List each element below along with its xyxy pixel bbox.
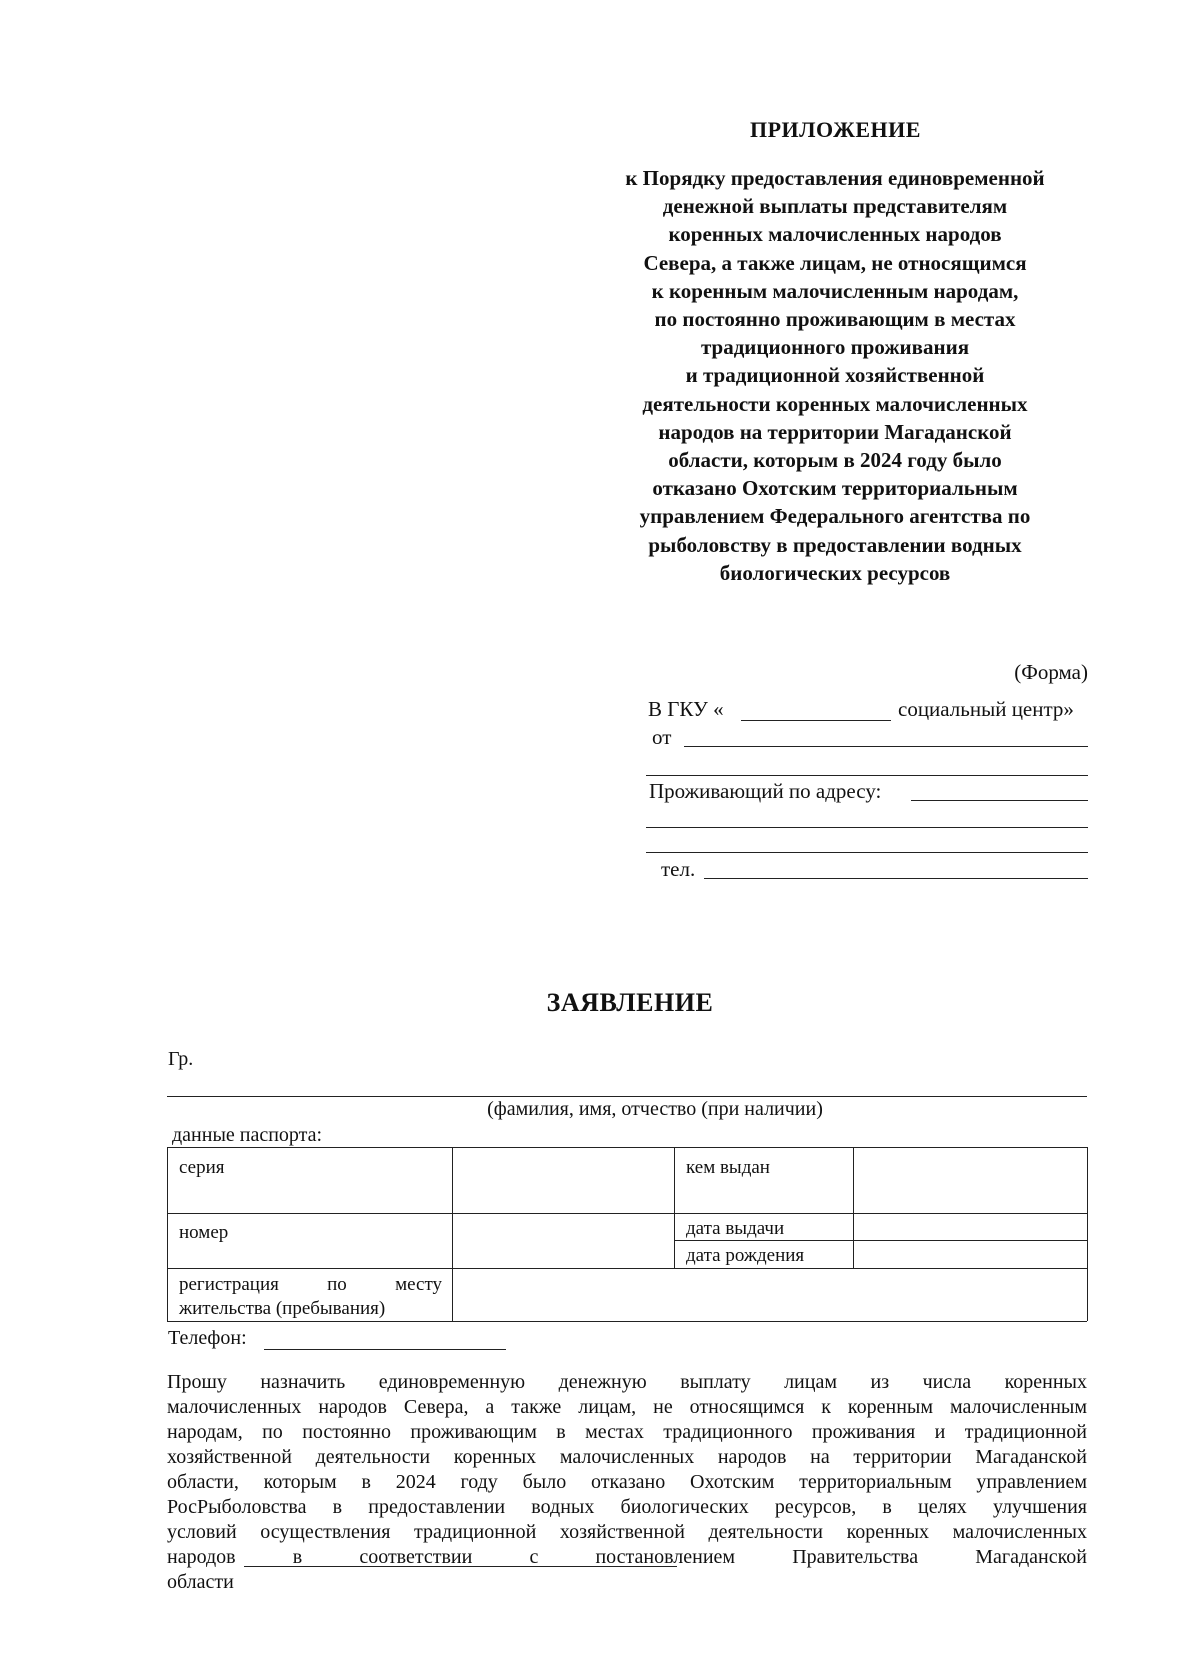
issued-by-label: кем выдан: [686, 1157, 770, 1178]
passport-label: данные паспорта:: [172, 1124, 323, 1146]
recipient-suffix: социальный центр»: [898, 697, 1074, 721]
paragraph-line: условий осуществления традиционной хозяйственной деятельности коренных малочисленных: [167, 1521, 1087, 1543]
paragraph-line: хозяйственной деятельности коренных малочисленных народов на территории Магаданской: [167, 1446, 1087, 1468]
paragraph-line: народам, по постоянно проживающим в местах традиционного проживания и традиционной: [167, 1421, 1087, 1443]
recipient-prefix: В ГКУ «: [648, 697, 724, 721]
table-col-divider: [674, 1147, 675, 1268]
telephone-blank[interactable]: [264, 1349, 506, 1350]
resolution-blank[interactable]: [244, 1566, 677, 1567]
appendix-line: рыболовству в предоставлении водных: [648, 532, 1022, 557]
number-label: номер: [179, 1222, 229, 1243]
appendix-line: отказано Охотским территориальным: [652, 476, 1018, 501]
address-blank-3[interactable]: [646, 852, 1088, 853]
paragraph-line: области, которым в 2024 году было отказано Охотским территориальным управлением: [167, 1471, 1087, 1493]
appendix-line: традиционного проживания: [700, 335, 970, 360]
appendix-line: народов на территории Магаданской: [658, 419, 1012, 444]
appendix-line: Севера, а также лицам, не относящимся: [643, 250, 1027, 275]
phone-label: тел.: [661, 857, 696, 881]
appendix-description: [585, 164, 1085, 587]
paragraph-line: малочисленных народов Севера, а также лицам, не относящимся к коренным малочисленным: [167, 1396, 1087, 1418]
paragraph-line: Прошу назначить единовременную денежную выплату лицам из числа коренных: [167, 1371, 1087, 1393]
number-value-cell[interactable]: [453, 1214, 673, 1268]
name-caption: (фамилия, имя, отчество (при наличии): [487, 1098, 823, 1120]
appendix-line: и традиционной хозяйственной: [685, 363, 985, 388]
birth-date-label: дата рождения: [686, 1245, 805, 1266]
from-name-blank[interactable]: [684, 746, 1088, 747]
appendix-line: денежной выплаты представителям: [662, 194, 1008, 219]
table-border-bottom: [167, 1321, 1087, 1322]
appendix-line: управлением Федерального агентства по: [639, 504, 1031, 529]
registration-label-line1: [179, 1274, 442, 1296]
series-value-cell[interactable]: [453, 1148, 673, 1213]
from-name-blank-2[interactable]: [646, 775, 1088, 776]
paragraph-last-word: области: [167, 1571, 234, 1593]
paragraph-line: [167, 1570, 1087, 1595]
appendix-line: деятельности коренных малочисленных: [642, 391, 1028, 416]
registration-value-cell[interactable]: [453, 1269, 1086, 1321]
registration-word: по: [327, 1274, 347, 1295]
appendix-line: биологических ресурсов: [719, 560, 951, 585]
appendix-line: коренных малочисленных народов: [668, 222, 1002, 247]
series-label: серия: [179, 1157, 225, 1178]
appendix-line: области, которым в 2024 году было: [668, 448, 1002, 473]
recipient-center-blank[interactable]: [741, 720, 891, 721]
table-border-left: [167, 1147, 168, 1321]
registration-label-line2: жительства (пребывания): [179, 1298, 386, 1319]
issued-by-value-cell[interactable]: [854, 1148, 1086, 1213]
paragraph-line: народов в соответствии с постановлением Правительства Магаданской: [167, 1546, 1087, 1568]
citizen-name-blank[interactable]: [167, 1096, 1087, 1097]
appendix-title: ПРИЛОЖЕНИЕ: [750, 117, 921, 142]
phone-blank[interactable]: [704, 878, 1088, 879]
registration-word: регистрация: [179, 1274, 279, 1295]
passport-table: [167, 1147, 1087, 1321]
birth-date-value-cell[interactable]: [854, 1241, 1086, 1268]
form-label: (Форма): [1014, 660, 1088, 684]
citizen-label: Гр.: [168, 1048, 194, 1070]
request-paragraph: [167, 1370, 1087, 1595]
address-blank-2[interactable]: [646, 827, 1088, 828]
document-title: ЗАЯВЛЕНИЕ: [546, 988, 714, 1017]
appendix-line: к Порядку предоставления единовременной: [625, 166, 1045, 190]
telephone-label: Телефон:: [168, 1327, 247, 1349]
appendix-line: по постоянно проживающим в местах: [654, 307, 1016, 332]
appendix-line: к коренным малочисленным народам,: [651, 278, 1019, 303]
issue-date-value-cell[interactable]: [854, 1214, 1086, 1240]
issue-date-label: дата выдачи: [686, 1218, 785, 1239]
paragraph-line: РосРыболовства в предоставлении водных биологических ресурсов, в целях улучшения: [167, 1496, 1087, 1518]
table-border-right: [1087, 1147, 1088, 1321]
address-label: Проживающий по адресу:: [649, 779, 882, 803]
from-label: от: [652, 725, 672, 749]
address-blank[interactable]: [911, 800, 1088, 801]
registration-word: месту: [395, 1274, 442, 1295]
